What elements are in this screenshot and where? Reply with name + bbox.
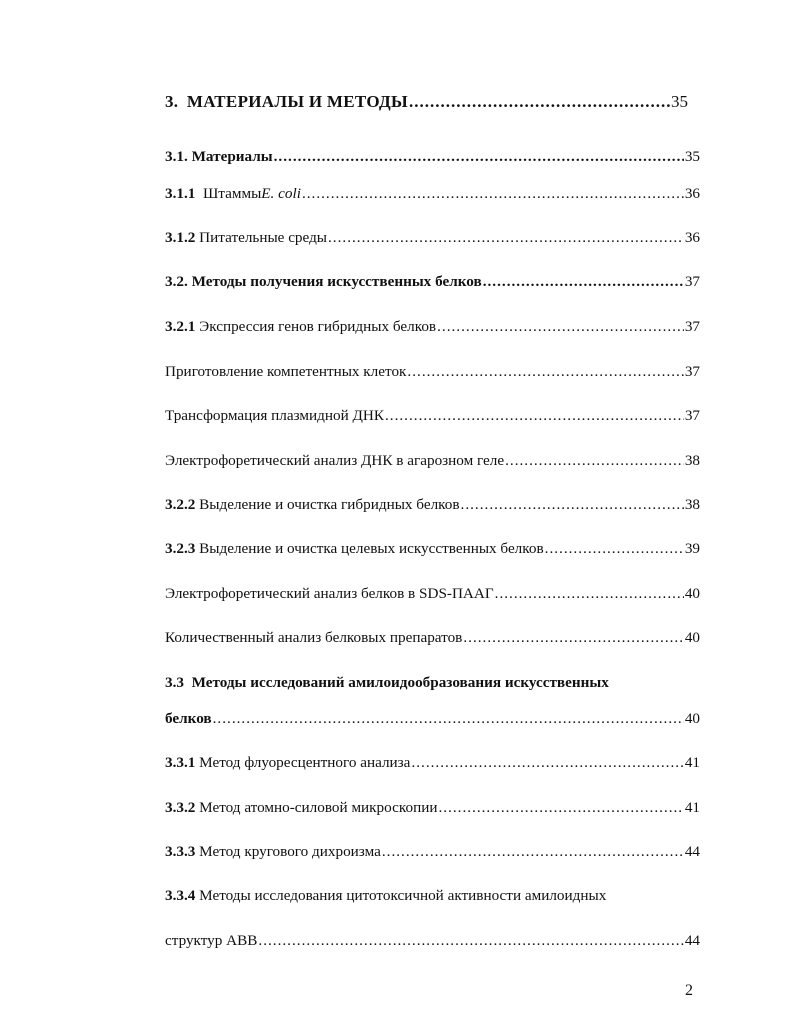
dot-leader <box>382 842 684 862</box>
toc-entry-3-2 <box>165 272 700 292</box>
dot-leader <box>411 753 683 773</box>
entry-number: 3.3.2 <box>165 799 196 816</box>
entry-page: 41 <box>684 799 700 816</box>
entry-page: 37 <box>684 363 700 380</box>
toc-chapter-3 <box>165 92 688 112</box>
entry-number: 3.1. <box>165 148 188 165</box>
entry-title: Выделение и очистка гибридных белков <box>199 496 460 513</box>
entry-title-italic: E. coli <box>261 185 301 202</box>
entry-title: Метод флуоресцентного анализа <box>199 754 411 771</box>
entry-title: Штаммы <box>202 185 262 202</box>
entry-page: 37 <box>684 318 700 335</box>
entry-title: Метод атомно-силовой микроскопии <box>199 799 438 816</box>
entry-title: Количественный анализ белковых препаратов <box>165 629 463 646</box>
toc-entry-3-1 <box>165 147 700 167</box>
dot-leader <box>258 931 683 951</box>
toc-entry-transformation <box>165 406 700 426</box>
entry-page: 35 <box>684 148 700 165</box>
dot-leader <box>495 584 684 604</box>
entry-title: Питательные среды <box>199 229 327 246</box>
dot-leader <box>409 92 670 112</box>
entry-title: Приготовление компетентных клеток <box>165 363 407 380</box>
dot-leader <box>328 228 684 248</box>
entry-page: 40 <box>684 629 700 646</box>
entry-number: 3.3 <box>165 674 184 691</box>
chapter-page: 35 <box>671 92 688 111</box>
dot-leader <box>385 406 684 426</box>
toc-entry-protein-electrophoresis <box>165 584 700 604</box>
entry-page: 37 <box>684 407 700 424</box>
entry-number: 3.3.3 <box>165 843 196 860</box>
entry-page: 40 <box>684 585 700 602</box>
chapter-number: 3. <box>165 92 179 111</box>
toc-entry-3-3-3 <box>165 842 700 862</box>
toc-entry-3-3-2 <box>165 798 700 818</box>
toc-entry-3-3-line1 <box>165 673 609 693</box>
toc-entry-3-3-4-line1 <box>165 886 606 906</box>
toc-entry-3-3-1 <box>165 753 700 773</box>
entry-page: 38 <box>684 452 700 469</box>
entry-title: Экспрессия генов гибридных белков <box>199 318 437 335</box>
entry-page: 44 <box>684 932 700 949</box>
entry-title: Материалы <box>191 148 273 165</box>
toc-entry-quantitative-analysis <box>165 628 700 648</box>
entry-number: 3.2. <box>165 273 188 290</box>
entry-title: Трансформация плазмидной ДНК <box>165 407 384 424</box>
dot-leader <box>483 272 684 292</box>
dot-leader <box>463 628 683 648</box>
dot-leader <box>437 317 684 337</box>
toc-entry-3-2-1 <box>165 317 700 337</box>
dot-leader <box>407 362 683 382</box>
dot-leader <box>302 184 684 204</box>
entry-page: 38 <box>684 496 700 513</box>
entry-number: 3.2.1 <box>165 318 196 335</box>
entry-number: 3.2.3 <box>165 540 196 557</box>
entry-title: Метод кругового дихроизма <box>199 843 381 860</box>
entry-page: 44 <box>684 843 700 860</box>
toc-entry-3-1-1 <box>165 184 700 204</box>
entry-title: Электрофоретический анализ белков в SDS-ПААГ <box>165 585 494 602</box>
toc-entry-3-2-2 <box>165 495 700 515</box>
page-number: 2 <box>685 982 693 999</box>
entry-title: Методы получения искусственных белков <box>191 273 482 290</box>
toc-entry-3-3-4-line2 <box>165 931 700 951</box>
dot-leader <box>213 709 684 729</box>
entry-number: 3.3.1 <box>165 754 196 771</box>
dot-leader <box>274 147 684 167</box>
entry-number: 3.2.2 <box>165 496 196 513</box>
entry-page: 41 <box>684 754 700 771</box>
entry-title-continued: белков <box>165 710 212 727</box>
entry-page: 39 <box>684 540 700 557</box>
toc-entry-dna-electrophoresis <box>165 451 700 471</box>
entry-title-continued: структур АВВ <box>165 932 258 949</box>
toc-entry-3-1-2 <box>165 228 700 248</box>
entry-title: Выделение и очистка целевых искусственных белков <box>199 540 544 557</box>
dot-leader <box>545 539 684 559</box>
chapter-title: МАТЕРИАЛЫ И МЕТОДЫ <box>186 92 408 111</box>
toc-entry-3-3-line2 <box>165 709 700 729</box>
entry-number: 3.3.4 <box>165 887 196 904</box>
toc-entry-3-2-3 <box>165 539 700 559</box>
entry-page: 36 <box>684 229 700 246</box>
entry-page: 40 <box>684 710 700 727</box>
dot-leader <box>461 495 684 515</box>
entry-number: 3.1.2 <box>165 229 196 246</box>
entry-page: 36 <box>684 185 700 202</box>
dot-leader <box>438 798 683 818</box>
entry-number: 3.1.1 <box>165 185 196 202</box>
dot-leader <box>505 451 684 471</box>
entry-page: 37 <box>684 273 700 290</box>
entry-title: Методы исследований амилоидообразования искусственных <box>191 674 609 691</box>
toc-entry-competent-cells <box>165 362 700 382</box>
entry-title: Электрофоретический анализ ДНК в агарозном геле <box>165 452 505 469</box>
entry-title: Методы исследования цитотоксичной активности амилоидных <box>199 887 607 904</box>
